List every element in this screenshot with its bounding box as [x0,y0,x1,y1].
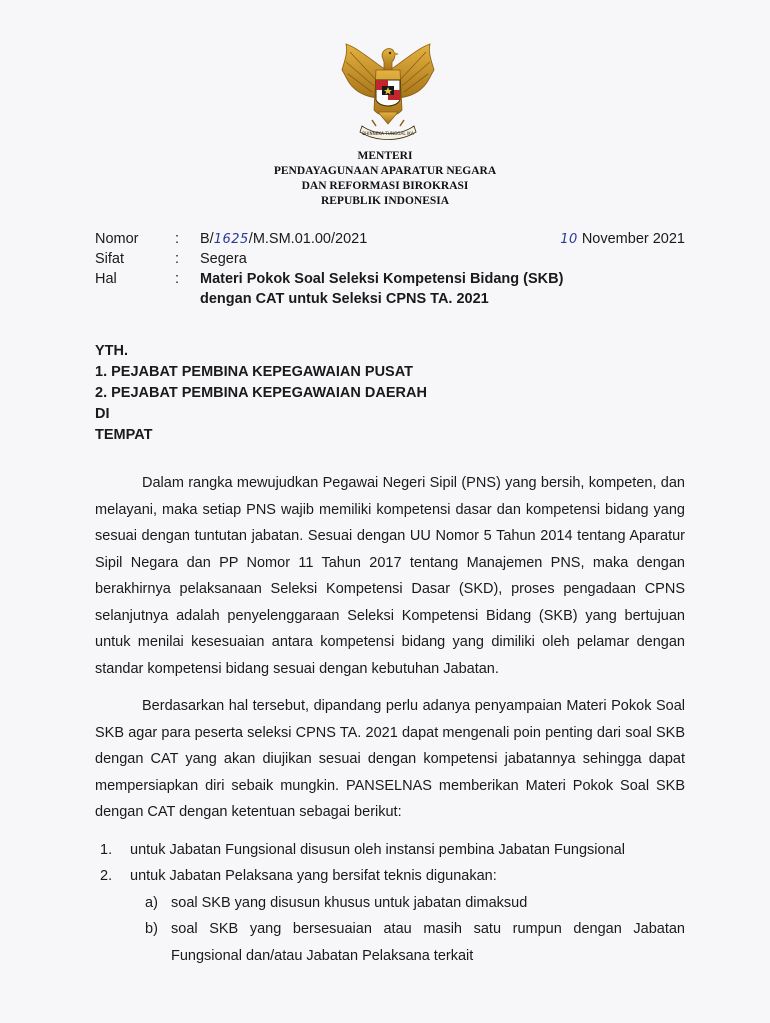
hal-line-1: Materi Pokok Soal Seleksi Kompetensi Bidang (SKB) [200,271,564,287]
list-text: untuk Jabatan Pelaksana yang bersifat teknis digunakan: [130,868,497,884]
letterhead-line: MENTERI [357,150,413,162]
nomor-handwritten: 1625 [213,232,249,247]
list-marker: 1. [100,841,113,858]
date-rest: November 2021 [577,231,685,247]
recipient-address [95,341,427,446]
letterhead [0,149,770,209]
garuda-emblem-icon [336,40,440,142]
letterhead-line: DAN REFORMASI BIROKRASI [301,180,469,192]
body-paragraph: Dalam rangka mewujudkan Pegawai Negeri Sipil (PNS) yang bersih, kompeten, dan melayani, maka setiap PNS wajib memiliki kompetensi dasar dan kompetensi bidang yang sesuai dengan tuntutan jabatan. Sesuai dengan UU Nomor 5 Tahun 2014 tentang Aparatur Sipil Negara dan PP Nomor 11 Tahun 2017 tentang Manajemen PNS, maka dengan berakhirnya pelaksanaan Seleksi Kompetensi Dasar (SKD), proses pengadaan CPNS selanjutnya adalah penyelenggaraan Seleksi Kompetensi Bidang (SKB) yang bertujuan untuk menilai kesesuaian antara kompetensi bidang yang dimiliki oleh pelamar dengan standar kompetensi bidang sesuai dengan kebutuhan Jabatan. [95,475,685,677]
sifat-label: Sifat [95,251,125,267]
date-handwritten: 10 [560,232,578,247]
letter-date [560,229,685,250]
sublist-text: soal SKB yang disusun khusus untuk jabatan dimaksud [171,894,528,911]
sublist-marker: b) [145,921,158,937]
nomor-suffix: /M.SM.01.00/2021 [248,231,368,247]
provision-list [95,837,685,890]
sublist-item [145,890,685,917]
colon: : [175,251,180,267]
nomor-label: Nomor [95,231,139,247]
meta-row-hal [95,269,685,289]
address-line: DI [95,406,110,422]
address-line: 2. PEJABAT PEMBINA KEPEGAWAIAN DAERAH [95,385,427,401]
letter-body [95,470,685,969]
list-item [95,837,685,864]
list-marker: 2. [100,868,113,884]
sifat-value: Segera [200,251,247,267]
letterhead-line: PENDAYAGUNAAN APARATUR NEGARA [273,165,497,177]
address-line: 1. PEJABAT PEMBINA KEPEGAWAIAN PUSAT [95,364,413,380]
provision-sublist [95,890,685,970]
list-text: untuk Jabatan Fungsional disusun oleh instansi pembina Jabatan Fungsional [130,841,625,858]
colon: : [175,231,180,247]
sublist-marker: a) [145,894,158,911]
sublist-item [145,916,685,969]
body-paragraph: Berdasarkan hal tersebut, dipandang perlu adanya penyampaian Materi Pokok Soal SKB agar para peserta seleksi CPNS TA. 2021 dapat mengenali poin penting dari soal SKB dengan CAT yang akan diujikan sesuai dengan kompetensi jabatannya sehingga dapat mempersiapkan diri sebaik mungkin. PANSELNAS memberikan Materi Pokok Soal SKB dengan CAT dengan ketentuan sebagai berikut: [95,698,685,820]
nomor-prefix: B/ [200,231,214,247]
hal-line-2: dengan CAT untuk Seleksi CPNS TA. 2021 [200,291,489,307]
letter-meta [95,229,685,309]
address-line: TEMPAT [95,427,153,443]
emblem-motto: BHINNEKA TUNGGAL IKA [362,131,414,136]
meta-row-hal-cont [95,289,685,309]
meta-row-nomor [95,229,685,249]
address-line: YTH. [95,343,129,359]
hal-label: Hal [95,271,117,287]
sublist-text: soal SKB yang bersesuaian atau masih satu rumpun dengan Jabatan Fungsional dan/atau Jabatan Pelaksana terkait [171,921,685,964]
list-item [95,863,685,890]
letterhead-line: REPUBLIK INDONESIA [320,195,450,207]
meta-row-sifat [95,249,685,269]
colon: : [175,271,180,287]
